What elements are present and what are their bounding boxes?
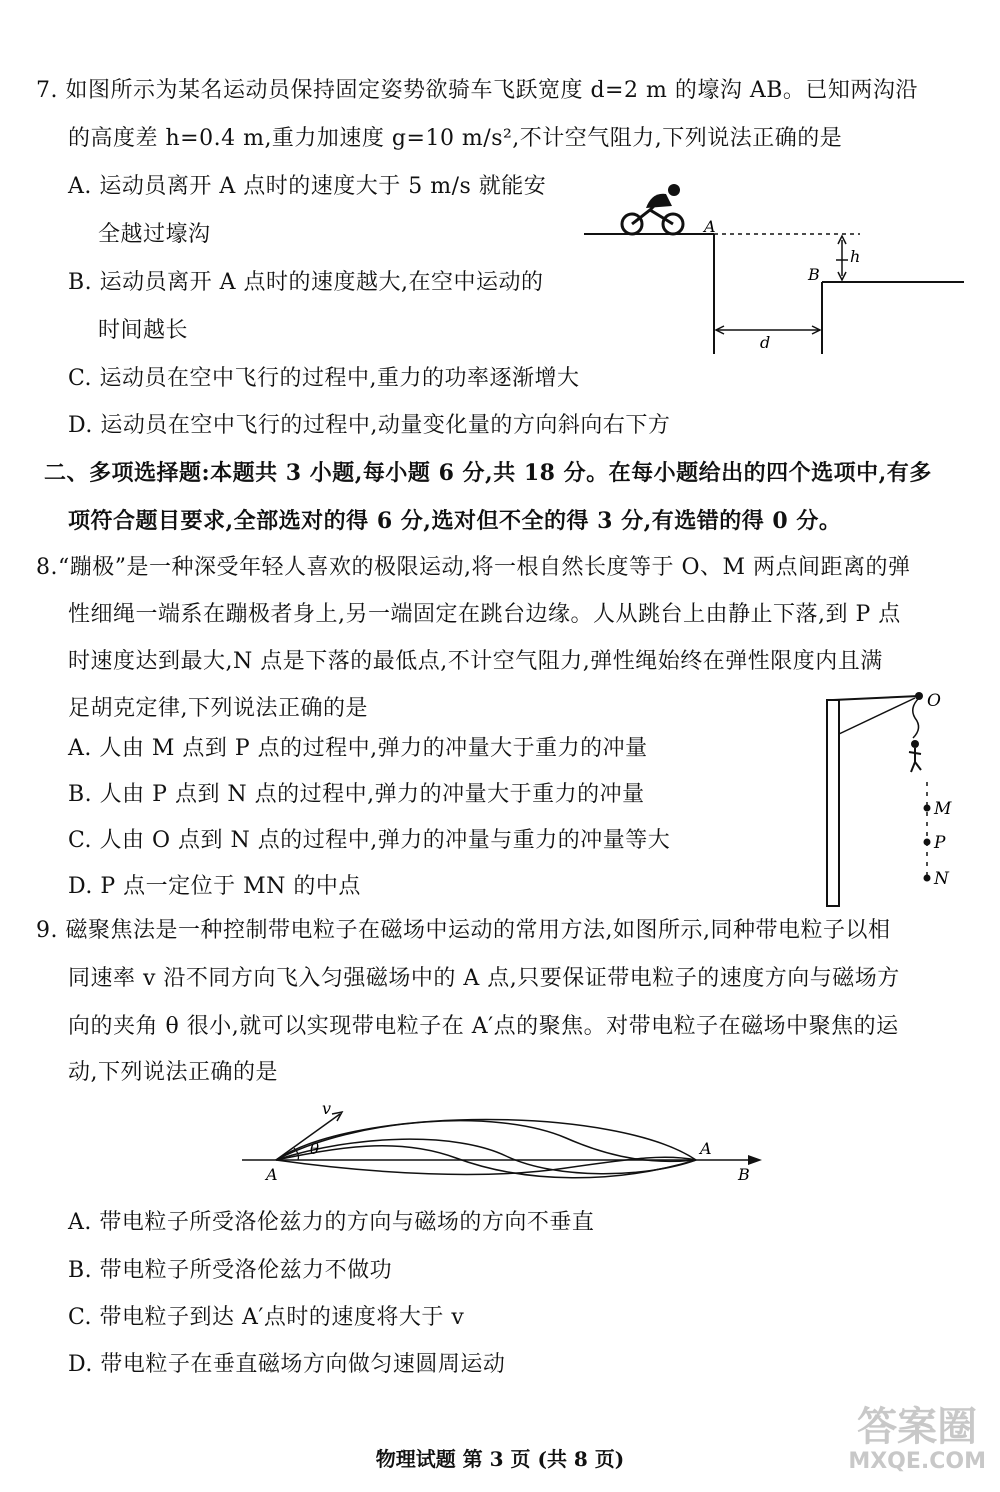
q8-stem-line3: 时速度达到最大,N 点是下落的最低点,不计空气阻力,弹性绳始终在弹性限度内且满 [68, 649, 883, 674]
q7-label-b: B [808, 265, 820, 284]
q7-label-a: A [704, 217, 716, 236]
q9-label-b: B [738, 1165, 750, 1184]
q9-option-d: D. 带电粒子在垂直磁场方向做匀速圆周运动 [68, 1352, 506, 1377]
q7-option-c: C. 运动员在空中飞行的过程中,重力的功率逐渐增大 [68, 366, 580, 391]
cyclist-icon [622, 184, 683, 234]
q9-option-b: B. 带电粒子所受洛伦兹力不做功 [68, 1258, 393, 1283]
q8-label-n: N [934, 869, 949, 889]
q8-stem-line1: 8.“蹦极”是一种深受年轻人喜欢的极限运动,将一根自然长度等于 O、M 两点间距离的弹 [36, 555, 911, 580]
q8-option-b: B. 人由 P 点到 N 点的过程中,弹力的冲量大于重力的冲量 [68, 782, 645, 807]
q9-stem-line4: 动,下列说法正确的是 [68, 1060, 278, 1085]
page-footer: 物理试题 第 3 页 (共 8 页) [375, 1447, 625, 1471]
q7-option-b: B. 运动员离开 A 点时的速度越大,在空中运动的 [68, 270, 544, 295]
q9-stem-line3: 向的夹角 θ 很小,就可以实现带电粒子在 A′点的聚焦。对带电粒子在磁场中聚焦的运 [68, 1014, 899, 1039]
q9-label-a-prime: A [700, 1139, 712, 1158]
q7-option-a: A. 运动员离开 A 点时的速度大于 5 m/s 就能安 [68, 174, 547, 199]
jumper-icon [909, 740, 921, 772]
q9-focusing-figure [236, 1098, 776, 1188]
q8-label-o: O [927, 691, 941, 711]
watermark-logo [848, 1405, 986, 1475]
q7-label-h: h [850, 247, 861, 266]
q9-stem-line1: 9. 磁聚焦法是一种控制带电粒子在磁场中运动的常用方法,如图所示,同种带电粒子以相 [36, 918, 891, 943]
q7-option-d: D. 运动员在空中飞行的过程中,动量变化量的方向斜向右下方 [68, 413, 671, 438]
q8-option-d: D. P 点一定位于 MN 的中点 [68, 874, 361, 899]
q8-stem-line2: 性细绳一端系在蹦极者身上,另一端固定在跳台边缘。人从跳台上由静止下落,到 P 点 [68, 602, 901, 627]
q7-option-b-cont: 时间越长 [98, 318, 189, 343]
q7-option-a-cont: 全越过壕沟 [98, 222, 211, 247]
q8-label-p: P [934, 833, 946, 853]
section2-heading-line1: 二、多项选择题:本题共 3 小题,每小题 6 分,共 18 分。在每小题给出的四个选项中,有多 [44, 460, 932, 486]
q8-option-c: C. 人由 O 点到 N 点的过程中,弹力的冲量与重力的冲量等大 [68, 828, 671, 853]
q9-option-c: C. 带电粒子到达 A′点时的速度将大于 v [68, 1305, 465, 1330]
q9-option-a: A. 带电粒子所受洛伦兹力的方向与磁场的方向不垂直 [68, 1210, 595, 1235]
q8-bungee-figure [815, 688, 965, 910]
watermark-text-url: MXQE.COM [848, 1449, 986, 1474]
q9-stem-line2: 同速率 v 沿不同方向飞入匀强磁场中的 A 点,只要保证带电粒子的速度方向与磁场方 [68, 966, 900, 991]
section2-heading-line2: 项符合题目要求,全部选对的得 6 分,选对但不全的得 3 分,有选错的得 0 分。 [68, 508, 842, 534]
watermark-text-cn: 答案圈 [857, 1404, 978, 1450]
q9-label-v: v [322, 1099, 332, 1118]
q7-stem-line1: 7. 如图所示为某名运动员保持固定姿势欲骑车飞跃宽度 d=2 m 的壕沟 AB。已知两沟沿 [36, 78, 918, 103]
q7-stem-line2: 的高度差 h=0.4 m,重力加速度 g=10 m/s²,不计空气阻力,下列说法正确的是 [68, 126, 843, 151]
q7-label-d: d [760, 333, 771, 352]
q7-ditch-figure [580, 178, 970, 360]
q9-label-a: A [266, 1165, 278, 1184]
q8-stem-line4: 足胡克定律,下列说法正确的是 [68, 696, 368, 721]
q8-option-a: A. 人由 M 点到 P 点的过程中,弹力的冲量大于重力的冲量 [68, 736, 648, 761]
q8-label-m: M [934, 799, 952, 819]
q9-label-theta: θ [310, 1140, 320, 1158]
